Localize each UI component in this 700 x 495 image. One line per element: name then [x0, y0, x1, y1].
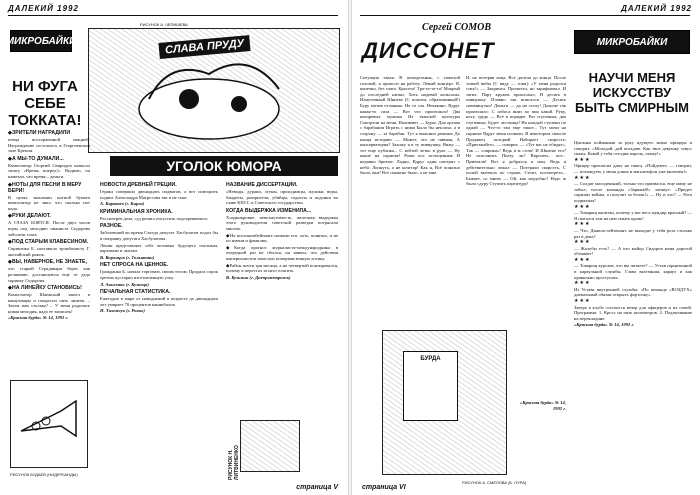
- col2-citation: Л. Анисенко (г. Кузнецк): [100, 281, 149, 287]
- trumpet-drawing: [10, 380, 88, 468]
- jokes-col: Цыганка пойманная за руку идущего мимо офицера и говорит: «Молодой, дай погадаю. Как твое девушку зовут, скажу. Какой у тебя сегодня пароль, скажу!» ★★★ Офицер пригласил даму на танец. «Пойдемте, — говорит, — потанцуем, у меня длина и магнитофон уже включен!» ★★★ — Солдат молоденький, только что призвался, еще маму не забыл, после команды «Заряжай!» затянул: «Придет сержант войны, а получит за бочок!» — Ну и что? — Рота подвалила! ★★★ — Товарищ капитан, почему у вас весь мундир красный? — Я пытался там на нем смыть кровь! ★★★ — Что, Данила-лейтенант, не выходит у тебя рота столько раз в день? ★★★ — Жалобы есть? — А кто майор Сидоров меня дорогой обзывает! ★★★ — Товарищ курсант, что вы читаете? — Устав гарнизонной и караульной службы. Глава вахтенная, караул и как правильно проступать. ★★★ Из Устава внутренней службы: «По команде «ВОЗДУХ» дневальный обязан открыть форточку». ★★★ Завтра в клубе состоится вечер для офицеров и их семей. Программа: 1. Кросс на пять километров. 2. Подтягивание на перекладине. «Красная бурда» № 14, 1992 г.: [574, 140, 692, 328]
- col2-item: Ленин представляет себе человека будущего плотным, картавым и лысым.: [100, 242, 218, 254]
- vertical-credit: РИСУНОК Н. ЛИТВИНЕНКО: [228, 445, 240, 480]
- headline: НИ ФУГА СЕБЕ ТОККАТА!: [8, 78, 82, 129]
- banner-slogan: СЛАВА ПРУДУ: [158, 35, 250, 59]
- col1-item: ◆ НОТЫ ДЛЯ ПЕСНИ В МЕРУ БЕРИ! В целях экономии нотной бумаги композитор не знал, что сколько нот надо.: [8, 182, 90, 212]
- col3-item: КОГДА ВЫДЕРЖКА ИЗМЕНИЛА... Хладнокровие, невозмутимость, железная выдержка этого руководителя советской разведки потрясали многих.: [226, 207, 338, 231]
- col3-item: ◆ На исполкомбейтинге назвали его, хоть, понятно, и не по имени и фамилии.: [226, 233, 338, 244]
- col3-item: НАЗВАНИЕ ДИССЕРТАЦИИ. «Неводы, дураки, лгуны, проходимцы, жулики, воры, бандиты, разорители, убийцы, садисты и подонки во главе КПСС и Советского государства».: [226, 182, 338, 206]
- col3-citation: В. Кузьмин (г. Днепропетровск): [226, 274, 291, 280]
- col1-item: ◆ НА ЛИНЕЙКУ СТАНОВИСЬ! Композитор Шаинский зашел в канцтовары и попросил пять линеек. – Зачем вам столько? – У меня родилась новая мелодия, надо ее записать!: [8, 285, 90, 314]
- page-footer: страница V: [296, 484, 338, 491]
- col3-item: ◆ Район почти три месяца, а на четвертый понтировался, почему в перестал за него платить.: [226, 263, 338, 274]
- left-col2: [100, 180, 218, 470]
- left-col3: [226, 180, 338, 415]
- corner-illustration: [240, 420, 300, 472]
- right-page: [352, 0, 700, 495]
- col2-citation: А. Караваев (г. Киров): [100, 201, 145, 207]
- trumpet-icon: [11, 381, 89, 469]
- poem-title: ДИССОНЕТ: [362, 38, 495, 63]
- newspaper-drawing: БУРДА: [403, 351, 458, 421]
- top-rule: [8, 15, 338, 16]
- drawing-credit-bottom: РИСУНОК БУДАЕВ (НИДЕРЛАНДЫ): [10, 472, 78, 477]
- poem-citation: «Красная бурда» № 14, 1992 г.: [520, 400, 566, 411]
- page-footer: страница VI: [362, 484, 406, 491]
- col2-item: РАЗНОЕ. Заболевший во время Съезда депутат Хасбулатов подал бы в поправку депутата Хасбулатова.: [100, 223, 218, 241]
- col2-item: ПЕЧАЛЬНАЯ СТАТИСТИКА. Ежегодно в мире от наводнений в возрасте до двенадцати лет умирает 78 процентов каннибалов.: [100, 289, 218, 307]
- section-title: УГОЛОК ЮМОРА: [110, 156, 338, 176]
- jokes-citation: «Красная бурда» № 14, 1992 г.: [574, 322, 635, 328]
- col1-item: ◆ А МЫ-ТО ДУМАЛИ... Композитор Георгий Свиридов написал сюиту «Время, вперед!». Видимо, он намекал, что время – деньги.: [8, 156, 90, 180]
- col2-citation: В. Воронцов (г. Тольятти): [100, 254, 155, 260]
- col3-item: ◆ Когда прогноз журналиста-международника в очередной раз не сбылся, он заявил, что действия империалистов зачастую попервям всякую логику.: [226, 245, 338, 262]
- col1-citation: «Красная бурда» № 14, 1992 г.: [8, 315, 69, 321]
- author-name: Сергей СОМОВ: [422, 22, 492, 33]
- microbaiki-logo: МИКРОБАЙКИ: [574, 30, 690, 54]
- running-head: ДАЛЕКИЙ 1992: [8, 4, 79, 13]
- headline: НАУЧИ МЕНЯ ИСКУССТВУ БЫТЬ СМИРНЫМ: [575, 70, 689, 115]
- poem-col1: Ситуация такая: В понедельник, с тяжелой головой, я приполз на работу. Левый концерт. Я, конечно, без злата. Красота! Тра-та-та-та! Мокрый до последней нитки, Хоть надевай кальсоны. Измученный Шнитке (С понтом, образованный!) Буру мотив отчаянно. Не со зла. Нечаянно. Вдруг какая-то сила — Вот что произошло! Два нагиревых мужика Из тяжелой культуры Смотрели на меня, Наливают — Буры. Для органа с барабаном Играть с ними Было бы неплохо, а в сторону — за барабан. Тут я выяснил решимо До конца историю — Может, это не пивная, А консерватория? Захожу я в ту пивнушку, Вижу — тот еще публика... С кобзой четко в руке — Ну какие на скрипке! Рожи все истощенные И недавно бритые. Ладно, Вдруг один смотрит с неба: Лопнуть, а не кочегар! Как я, Всё понятно было, вам! Всё понятно было, а не мне.: [360, 75, 460, 176]
- running-head: ДАЛЕКИЙ 1992: [621, 4, 692, 13]
- col2-item: НОВОСТИ ДРЕВНЕЙ ГРЕЦИИ. Геракл совершил двенадцать подвигов, а вот повторить подвиг Александра Матросова так и не смог.: [100, 182, 218, 200]
- col2-item: КРИМИНАЛЬНАЯ ХРОНИКА. Рассмотрев дела, суд решил отпустить подозреваемого.: [100, 208, 209, 221]
- col1-item: ◆ РУКИ ДЕЛАЮТ. А ГЛАЗА БОЯТСЯ. После двух часов игры под мелодию пианиста Сидорова заболели глаза.: [8, 213, 90, 237]
- col1-item: ◆ ПОД СТАРЫМ КЛАВЕСИНОМ. Скрипачка Б. наставила тромбонисту Г. английский рожок.: [8, 239, 90, 257]
- drawing-credit-top: РИСУНОК А. ЧЕПИШЕВА: [140, 22, 188, 27]
- left-col1: [8, 128, 90, 368]
- col1-item: ◆ ЗРИТЕЛИ НАГРАДИЛИ певца восторженной овацией. Награждение состоялось в Георгиевском зале Кремля.: [8, 130, 90, 154]
- col1-item: ◆ ВЫ, НАВЕРНОЕ, НЕ ЗНАЕТЕ, что старый Страдивари берег, как реликвию, доставшуюся еще от деда скрипку Сидорова.: [8, 259, 90, 283]
- col2-citation: Н. Тихончук (г. Ровно): [100, 308, 145, 314]
- cartoon-illustration: [88, 28, 340, 153]
- col2-item: НЕТ СПРОСА НА ЦЕННОЕ. Гражданка Б. начала торговать своим телом. Продала сорок третью кустарно изготовленную утку.: [100, 262, 218, 280]
- left-page: [0, 0, 348, 495]
- microbaiki-logo: МИКРОБАЙКИ: [10, 30, 72, 52]
- drawing-credit: РИСУНОК А. СМЕЛОВА (Б. ПУРА): [462, 480, 527, 485]
- top-rule: [360, 15, 690, 16]
- poem-illustration: [382, 330, 507, 475]
- poem-col2: И, не потеряв лица, Все допела до конца. После этакой вибы (С виду — гоня): «У меня родился стих!» — Закричал. Прочитал, но зарифмовал. И затих. Пару кружек прихлопал, И десять в пивнушку. Плавно так вписался — Десять сиюминутно! Деньги — да на столу! Дальше так произошло: С лабоса вниз по вон какой. Руку, ногу, грудь — Всё в порядке. Раз ступенька, два ступенька, Будет лестница! На каждой ступени по одной — Что-то там еще такое... Тут мочи на скрипке Вдруг меня позвали. В некотором смысле Продавец который Набирает скорость: «Приезжайте», — говорит, — «Тут вас не обидят». Так — «лирика»! Ведь я ж стою! И Шнитке его? Не исполнить Пьеху ли? Впрочем... все... Приехали! Вот я добрался к нам, Ведь я действительно лежал — Потеряли скорость, С полой вытекла по строке, Стоит, посмотреть... Бывает, со мною — Ой, как неудобно! Надо ж было сдуру Ступить партитуру!: [466, 75, 566, 187]
